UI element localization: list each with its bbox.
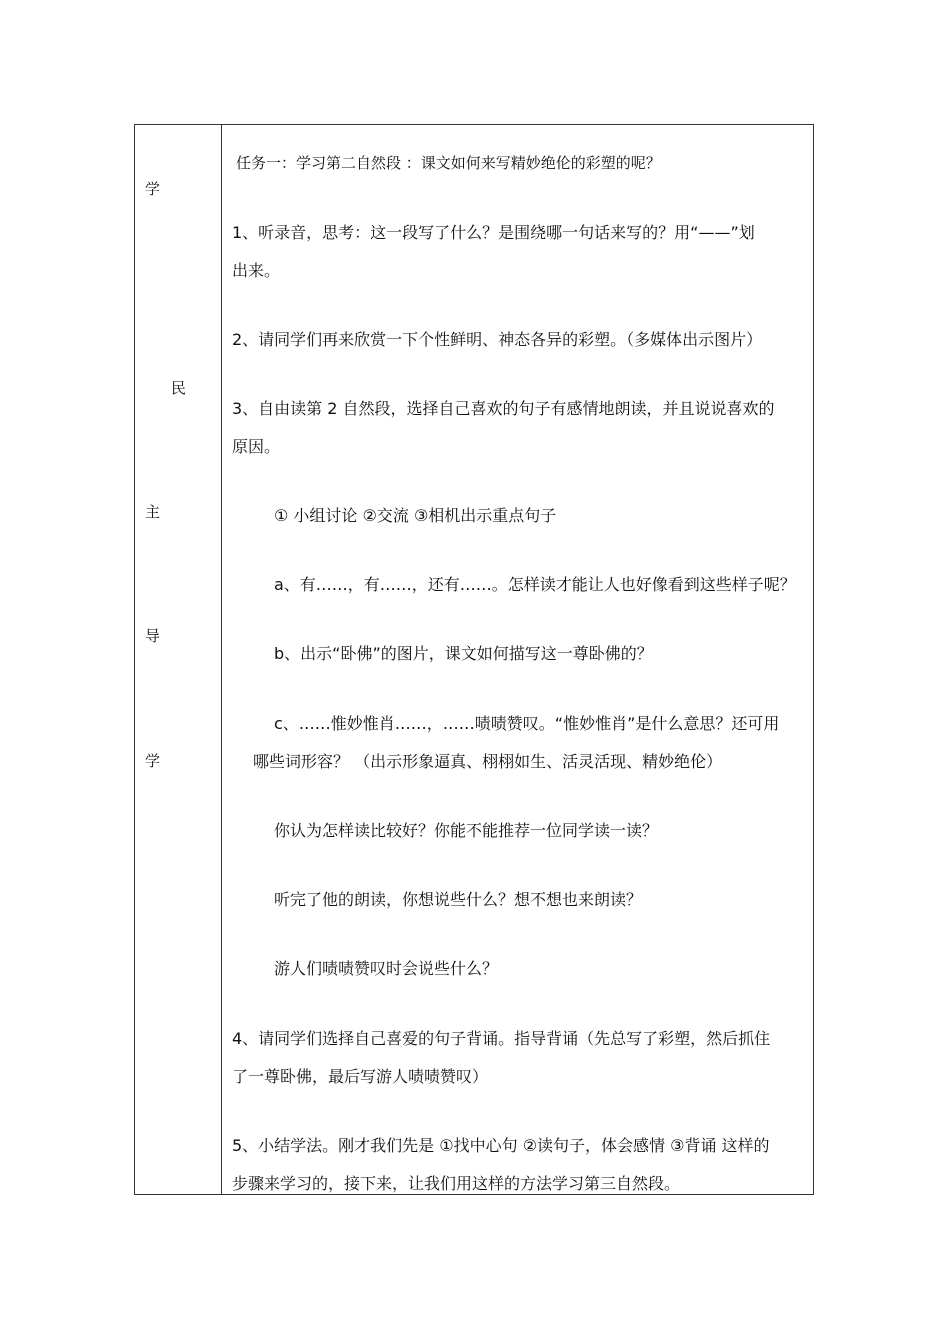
point-a: a、有……，有……，还有……。怎样读才能让人也好像看到这些样子呢？ bbox=[274, 575, 796, 594]
side-label-char-5: 学 bbox=[145, 752, 161, 770]
lesson-table bbox=[134, 124, 814, 1195]
item-4-line-1: 4、请同学们选择自己喜爱的句子背诵。指导背诵（先总写了彩塑，然后抓住 bbox=[232, 1029, 771, 1048]
task-heading: 任务一：学习第二自然段 ：课文如何来写精妙绝伦的彩塑的呢？ bbox=[236, 154, 661, 172]
item-1-line-2: 出来。 bbox=[232, 261, 281, 280]
column-divider bbox=[221, 125, 222, 1194]
question-3: 游人们啧啧赞叹时会说些什么？ bbox=[274, 959, 499, 978]
point-c-line-1: c、……惟妙惟肖……，……啧啧赞叹。“惟妙惟肖”是什么意思？还可用 bbox=[274, 714, 780, 733]
question-2: 听完了他的朗读，你想说些什么？想不想也来朗读？ bbox=[274, 890, 643, 909]
item-3-line-2: 原因。 bbox=[232, 437, 281, 456]
side-label-char-3: 主 bbox=[145, 503, 161, 521]
side-label-char-4: 导 bbox=[145, 627, 161, 645]
item-2: 2、请同学们再来欣赏一下个性鲜明、神态各异的彩塑。（多媒体出示图片） bbox=[232, 330, 763, 349]
item-1-line-1: 1、听录音，思考：这一段写了什么？是围绕哪一句话来写的？用“——”划 bbox=[232, 223, 755, 242]
point-c-line-2: 哪些词形容？ （出示形象逼真、栩栩如生、活灵活现、精妙绝伦） bbox=[253, 752, 723, 771]
item-4-line-2: 了一尊卧佛，最后写游人啧啧赞叹） bbox=[232, 1067, 489, 1086]
side-label-char-1: 学 bbox=[145, 180, 161, 198]
discussion-steps: ① 小组讨论 ②交流 ③相机出示重点句子 bbox=[274, 506, 557, 525]
item-3-line-1: 3、自由读第 2 自然段，选择自己喜欢的句子有感情地朗读，并且说说喜欢的 bbox=[232, 399, 775, 418]
item-5-line-1: 5、小结学法。刚才我们先是 ①找中心句 ②读句子，体会感情 ③背诵 这样的 bbox=[232, 1136, 770, 1155]
point-b: b、出示“卧佛”的图片，课文如何描写这一尊卧佛的？ bbox=[274, 644, 653, 663]
item-5-line-2: 步骤来学习的，接下来，让我们用这样的方法学习第三自然段。 bbox=[232, 1174, 681, 1193]
question-1: 你认为怎样读比较好？你能不能推荐一位同学读一读？ bbox=[274, 821, 659, 840]
side-label-char-2: 民 bbox=[171, 379, 187, 397]
